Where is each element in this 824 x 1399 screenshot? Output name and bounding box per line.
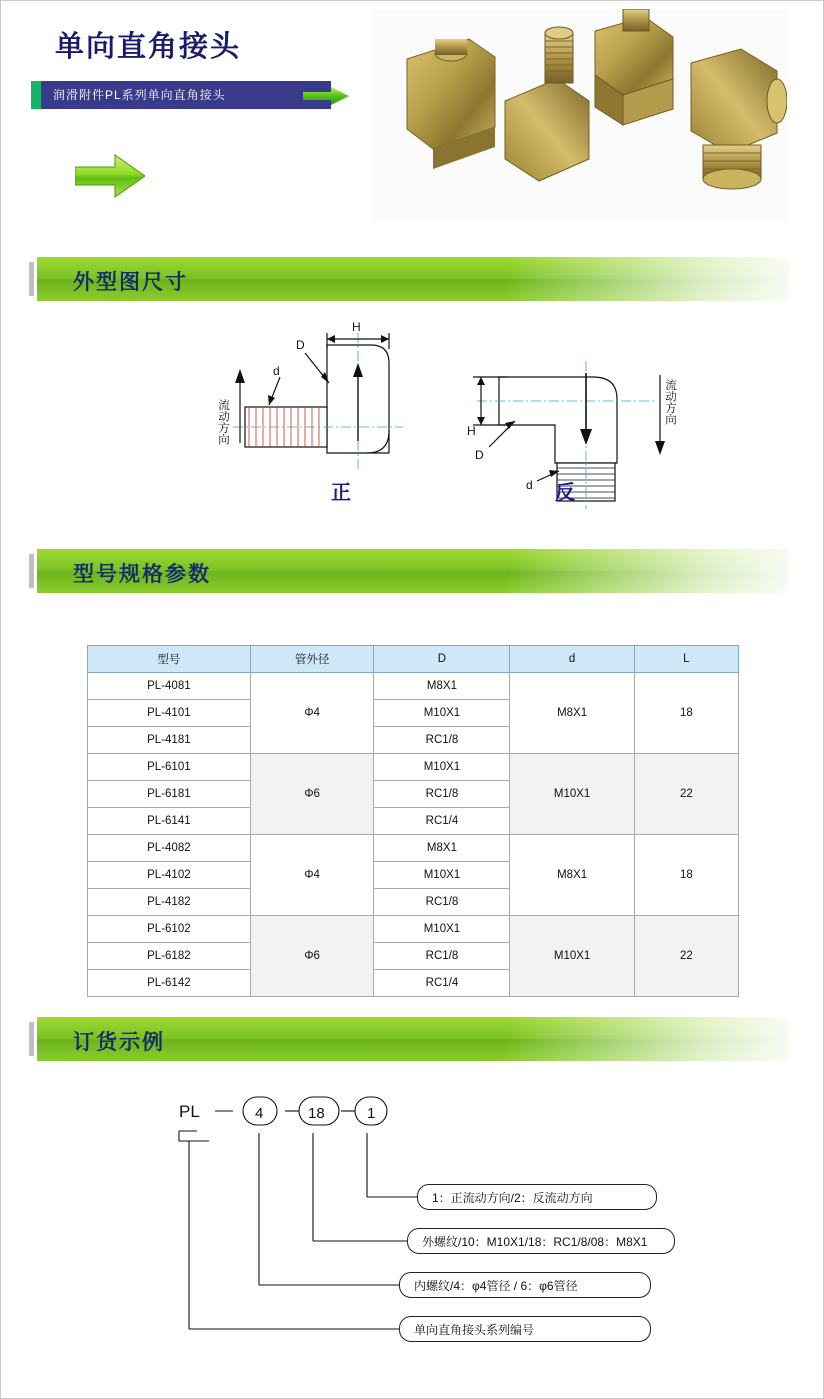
svg-text:流动方向: 流动方向 xyxy=(664,379,676,425)
cell-model: PL-6141 xyxy=(88,808,251,835)
title-bar-accent xyxy=(31,81,41,109)
cell-L: 18 xyxy=(634,835,738,916)
cell-model: PL-4082 xyxy=(88,835,251,862)
section-banner-outline xyxy=(37,257,789,301)
cell-model: PL-6102 xyxy=(88,916,251,943)
banner-left-bar xyxy=(29,1022,34,1056)
cell-model: PL-6101 xyxy=(88,754,251,781)
order-note-external-thread: 外螺纹/10：M10X1/18：RC1/8/08：M8X1 xyxy=(407,1228,675,1254)
cell-D: M10X1 xyxy=(374,862,510,889)
svg-text:d: d xyxy=(273,364,280,378)
svg-text:PL: PL xyxy=(179,1102,200,1121)
table-row xyxy=(88,835,739,862)
th-L: L xyxy=(634,646,738,673)
order-note-series-code: 单向直角接头系列编号 xyxy=(399,1316,651,1342)
outline-drawing xyxy=(37,313,789,513)
cell-model: PL-6182 xyxy=(88,943,251,970)
svg-text:d: d xyxy=(526,478,533,492)
cell-L: 18 xyxy=(634,673,738,754)
svg-text:D: D xyxy=(296,338,305,352)
cell-outer-diameter: Φ6 xyxy=(250,754,374,835)
cell-D: M10X1 xyxy=(374,754,510,781)
page-subtitle: 润滑附件PL系列单向直角接头 xyxy=(53,88,226,102)
cell-model: PL-4102 xyxy=(88,862,251,889)
th-d: d xyxy=(510,646,634,673)
svg-text:H: H xyxy=(467,424,476,438)
cell-D: M10X1 xyxy=(374,700,510,727)
table-row xyxy=(88,754,739,781)
cell-D: RC1/8 xyxy=(374,781,510,808)
cell-model: PL-4182 xyxy=(88,889,251,916)
section-title-outline: 外型图尺寸 xyxy=(73,271,188,294)
svg-text:4: 4 xyxy=(255,1105,264,1122)
cell-D: RC1/4 xyxy=(374,970,510,997)
product-photo xyxy=(373,9,787,221)
svg-text:流动方向: 流动方向 xyxy=(217,399,229,445)
th-outer-diameter: 管外径 xyxy=(250,646,374,673)
section-banner-spec xyxy=(37,549,789,593)
th-D: D xyxy=(374,646,510,673)
green-arrow-large-icon xyxy=(75,153,145,199)
svg-text:H: H xyxy=(352,320,361,334)
cell-outer-diameter: Φ4 xyxy=(250,835,374,916)
cell-D: RC1/8 xyxy=(374,943,510,970)
svg-text:反: 反 xyxy=(555,482,575,504)
svg-text:正: 正 xyxy=(331,482,351,504)
section-title-order: 订货示例 xyxy=(73,1031,165,1054)
cell-model: PL-6142 xyxy=(88,970,251,997)
table-row xyxy=(88,673,739,700)
svg-text:18: 18 xyxy=(308,1105,325,1122)
cell-model: PL-4181 xyxy=(88,727,251,754)
cell-d: M8X1 xyxy=(510,673,634,754)
section-banner-order xyxy=(37,1017,789,1061)
svg-text:D: D xyxy=(475,448,484,462)
order-note-flow-direction: 1：正流动方向/2：反流动方向 xyxy=(417,1184,657,1210)
cell-model: PL-4101 xyxy=(88,700,251,727)
banner-left-bar xyxy=(29,262,34,296)
cell-D: M8X1 xyxy=(374,673,510,700)
order-note-internal-thread: 内螺纹/4：φ4管径 / 6：φ6管径 xyxy=(399,1272,651,1298)
cell-L: 22 xyxy=(634,916,738,997)
cell-d: M8X1 xyxy=(510,835,634,916)
cell-d: M10X1 xyxy=(510,916,634,997)
cell-D: RC1/4 xyxy=(374,808,510,835)
page-header xyxy=(1,1,824,229)
cell-d: M10X1 xyxy=(510,754,634,835)
cell-model: PL-6181 xyxy=(88,781,251,808)
spec-table xyxy=(87,645,739,997)
cell-D: RC1/8 xyxy=(374,889,510,916)
table-header-row xyxy=(88,646,739,673)
title-block xyxy=(31,29,361,102)
cell-outer-diameter: Φ4 xyxy=(250,673,374,754)
green-arrow-icon xyxy=(303,87,349,105)
banner-left-bar xyxy=(29,554,34,588)
cell-D: RC1/8 xyxy=(374,727,510,754)
table-row xyxy=(88,916,739,943)
svg-text:1: 1 xyxy=(367,1105,376,1122)
cell-D: M8X1 xyxy=(374,835,510,862)
th-model: 型号 xyxy=(88,646,251,673)
section-title-spec: 型号规格参数 xyxy=(73,563,211,586)
cell-L: 22 xyxy=(634,754,738,835)
page-title: 单向直角接头 xyxy=(55,31,242,63)
cell-outer-diameter: Φ6 xyxy=(250,916,374,997)
order-example-diagram xyxy=(37,1081,789,1371)
cell-model: PL-4081 xyxy=(88,673,251,700)
cell-D: M10X1 xyxy=(374,916,510,943)
